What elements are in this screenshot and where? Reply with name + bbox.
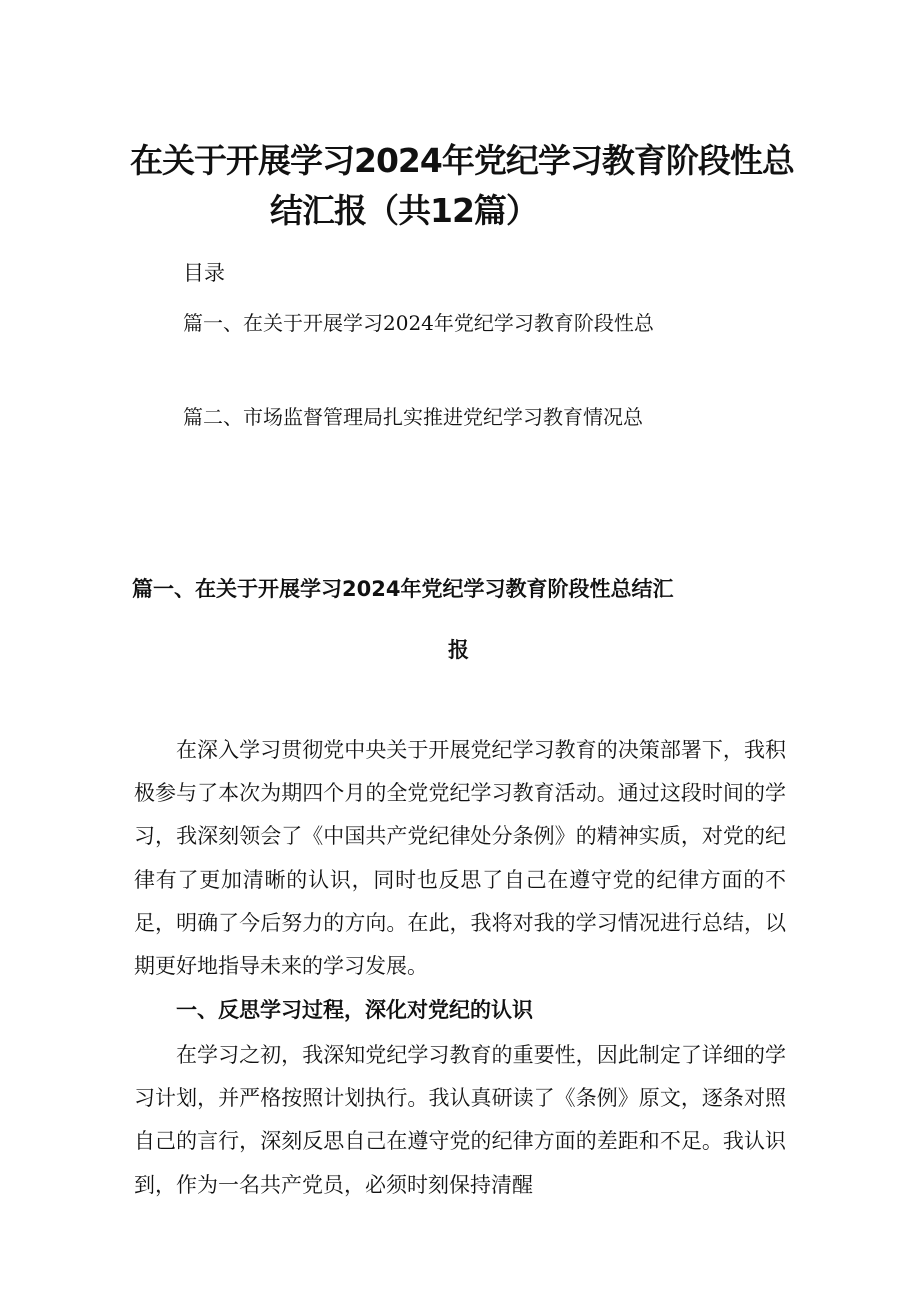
subheading: 一、反思学习过程，深化对党纪的认识: [176, 998, 533, 1022]
document-title: [110, 136, 810, 236]
toc-heading: 目录: [183, 261, 225, 285]
document-title-line-2: 结汇报（共12篇）: [270, 191, 538, 230]
body-paragraph: 在深入学习贯彻党中央关于开展党纪学习教育的决策部署下，我积极参与了本次为期四个月的全党党纪学习教育活动。通过这段时间的学习，我深刻领会了《中国共产党纪律处分条例》的精神实质，对党的纪律有了更加清晰的认识，同时也反思了自己在遵守党的纪律方面的不足，明确了今后努力的方向。在此，我将对我的学习情况进行总结，以期更好地指导未来的学习发展。: [134, 738, 786, 979]
section-title-line-1: 篇一、在关于开展学习2024年党纪学习教育阶段性总结汇: [132, 577, 674, 601]
toc-item[interactable]: 篇二、市场监督管理局扎实推进党纪学习教育情况总: [183, 405, 643, 429]
section-title-line-2: 报: [448, 638, 469, 662]
body-paragraph: 在学习之初，我深知党纪学习教育的重要性，因此制定了详细的学习计划，并严格按照计划执行。我认真研读了《条例》原文，逐条对照自己的言行，深刻反思自己在遵守党的纪律方面的差距和不足。我认识到，作为一名共产党员，必须时刻保持清醒: [134, 1043, 786, 1197]
document-title-line-1: 在关于开展学习2024年党纪学习教育阶段性总: [130, 141, 794, 180]
toc-item[interactable]: 篇一、在关于开展学习2024年党纪学习教育阶段性总: [183, 311, 654, 335]
